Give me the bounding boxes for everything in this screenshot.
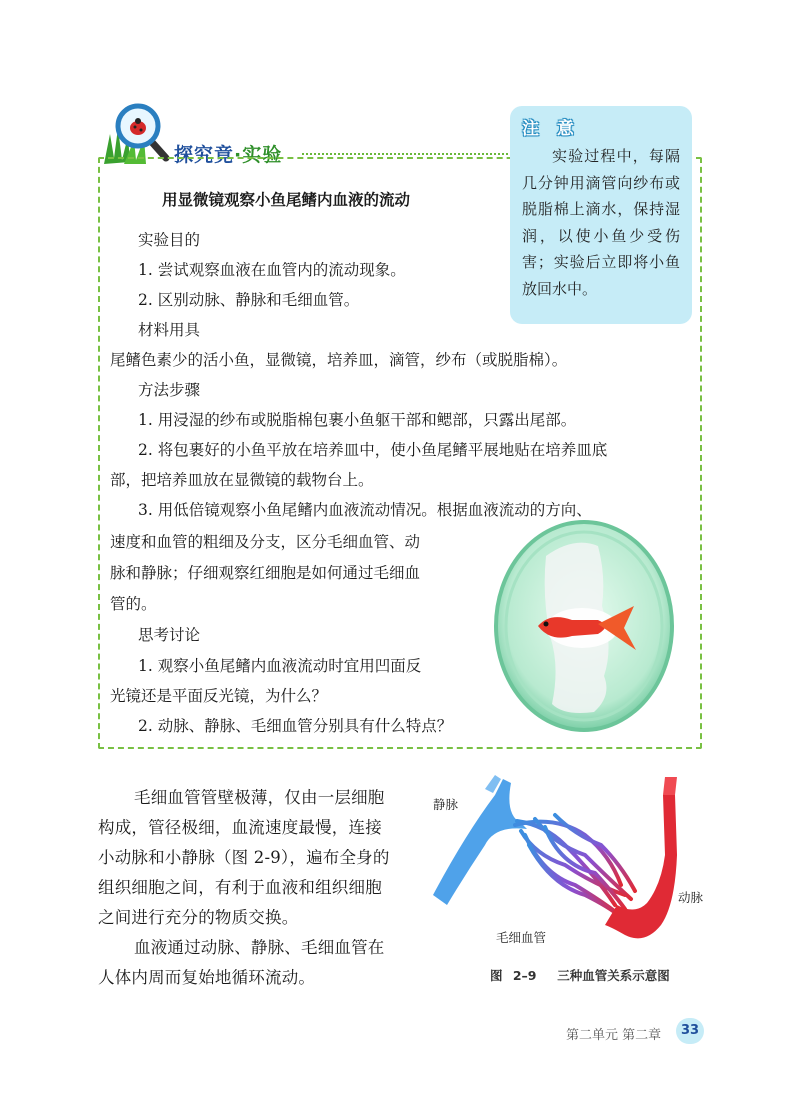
figure-caption: 图 2–9 三种血管关系示意图 (490, 968, 670, 983)
section-title: 探究竟·实验 (174, 144, 283, 166)
purpose-item: 2. 区别动脉、静脉和毛细血管。 (138, 291, 360, 309)
body-text-line: 构成，管径极细，血流速度最慢，连接 (98, 818, 382, 837)
label-artery: 动脉 (678, 890, 704, 905)
discuss-item: 2. 动脉、静脉、毛细血管分别具有什么特点？ (138, 717, 453, 735)
step-item: 速度和血管的粗细及分支，区分毛细血管、动 (110, 533, 421, 551)
label-vein: 静脉 (433, 797, 459, 812)
body-text-line: 之间进行充分的物质交换。 (98, 908, 299, 927)
purpose-heading: 实验目的 (138, 231, 201, 249)
blood-vessel-diagram (425, 775, 725, 965)
step-item: 管的。 (110, 595, 157, 613)
step-item: 2. 将包裹好的小鱼平放在培养皿中，使小鱼尾鳍平展地贴在培养皿底 (138, 441, 608, 459)
page-number: 33 (676, 1018, 704, 1044)
body-text-line: 小动脉和小静脉（图 2-9），遍布全身的 (98, 848, 390, 867)
note-text: 实验过程中，每隔几分钟用滴管向纱布或脱脂棉上滴水，保持湿润，以使小鱼少受伤害；实验后立即将小鱼放回水中。 (522, 147, 680, 298)
step-item: 脉和静脉；仔细观察红细胞是如何通过毛细血 (110, 564, 421, 582)
materials-heading: 材料用具 (138, 321, 201, 339)
body-text-line: 组织细胞之间，有利于血液和组织细胞 (98, 878, 382, 897)
footer-chapter: 第二单元 第二章 (566, 1028, 662, 1043)
step-item: 3. 用低倍镜观察小鱼尾鳍内血液流动情况。根据血液流动的方向、 (138, 501, 592, 519)
discuss-item: 1. 观察小鱼尾鳍内血液流动时宜用凹面反 (138, 657, 422, 675)
body-text-line: 毛细血管管壁极薄，仅由一层细胞 (134, 788, 385, 807)
materials-text: 尾鳍色素少的活小鱼，显微镜，培养皿，滴管，纱布（或脱脂棉）。 (110, 351, 568, 369)
body-text-line: 人体内周而复始地循环流动。 (98, 968, 316, 987)
discuss-heading: 思考讨论 (138, 626, 201, 644)
step-item: 1. 用浸湿的纱布或脱脂棉包裹小鱼躯干部和鳃部，只露出尾部。 (138, 411, 577, 429)
label-capillary: 毛细血管 (496, 930, 547, 945)
body-text-line: 血液通过动脉、静脉、毛细血管在 (134, 938, 385, 957)
note-box (510, 106, 692, 324)
steps-heading: 方法步骤 (138, 381, 201, 399)
purpose-item: 1. 尝试观察血液在血管内的流动现象。 (138, 261, 406, 279)
step-item: 部，把培养皿放在显微镜的载物台上。 (110, 471, 374, 489)
experiment-title: 用显微镜观察小鱼尾鳍内血液的流动 (162, 191, 411, 209)
section-divider (302, 153, 512, 155)
discuss-item: 光镜还是平面反光镜，为什么？ (110, 687, 328, 705)
petri-dish-fish-image (494, 516, 674, 732)
note-title: 注 意 (522, 119, 580, 139)
